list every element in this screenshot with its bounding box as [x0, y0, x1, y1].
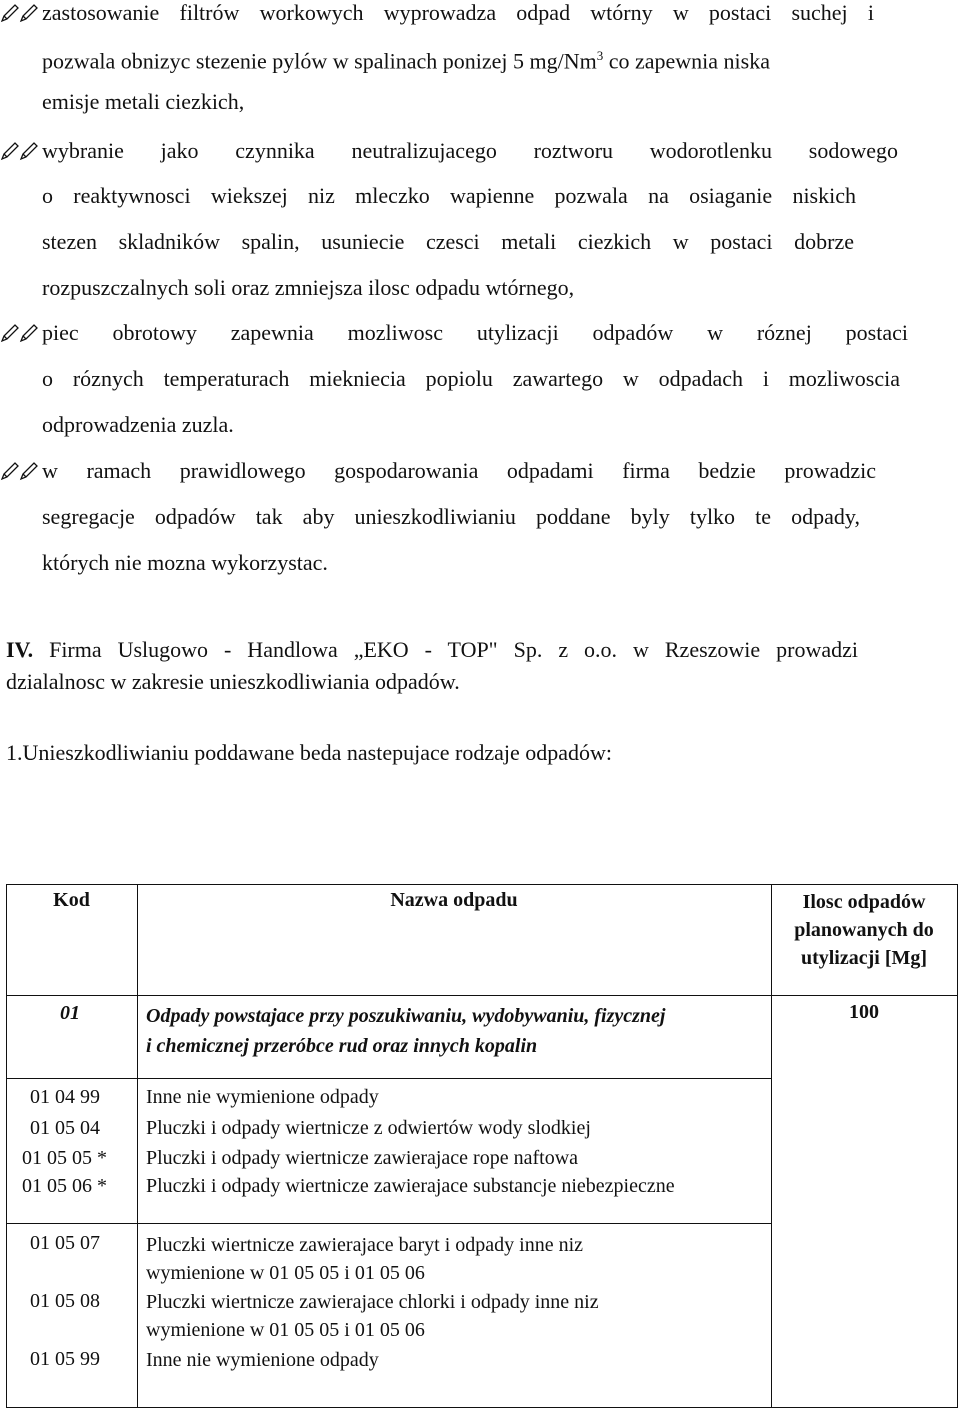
bullet-line: których nie mozna wykorzystac. [42, 550, 328, 575]
group-code: 01 [60, 1002, 80, 1024]
bullet-line: zastosowanie filtrów workowych wyprowadza odpad wtórny w postaci suchej i [42, 0, 874, 25]
row-name: Pluczki i odpady wiertnicze zawierajace substancje niebezpieczne [146, 1175, 675, 1197]
bullet-line: o róznych temperaturach miekniecia popiolu zawartego w odpadach i mozliwoscia [42, 366, 900, 391]
waste-table [6, 884, 958, 1409]
double-pencil-bullet-icon [0, 2, 40, 24]
section-number: IV. [6, 637, 34, 662]
row-name: Inne nie wymienione odpady [146, 1349, 379, 1371]
bullet-line: o reaktywnosci wiekszej niz mleczko wapienne pozwala na osiaganie niskich [42, 183, 856, 208]
row-name: Pluczki wiertnicze zawierajace chlorki i odpady inne niz wymienione w 01 05 05 i 01 05 06 [146, 1291, 599, 1341]
double-pencil-bullet-icon [0, 460, 40, 482]
double-pencil-bullet-icon [0, 322, 40, 344]
group-quantity: 100 [849, 1001, 879, 1023]
section-heading-line: IV. Firma Uslugowo - Handlowa „EKO - TOP" Sp. z o.o. w Rzeszowie prowadzi [6, 637, 858, 662]
row-name: Inne nie wymienione odpady [146, 1086, 379, 1108]
header-name: Nazwa odpadu [390, 889, 518, 911]
row-name: Pluczki i odpady wiertnicze z odwiertów wody slodkiej [146, 1117, 591, 1139]
section-heading-line: dzialalnosc w zakresie unieszkodliwiania odpadów. [6, 669, 460, 694]
bullet-line: segregacje odpadów tak aby unieszkodliwianiu poddane byly tylko te odpady, [42, 504, 860, 529]
bullet-line: piec obrotowy zapewnia mozliwosc utylizacji odpadów w róznej postaci [42, 320, 908, 345]
header-quantity: Ilosc odpadów planowanych do utylizacji [Mg] [794, 891, 934, 969]
row-name: Pluczki wiertnicze zawierajace baryt i odpady inne niz wymienione w 01 05 05 i 01 05 06 [146, 1234, 584, 1284]
bullet-line: stezen skladników spalin, usuniecie czesci metali ciezkich w postaci dobrze [42, 229, 854, 254]
section-heading [6, 634, 858, 698]
bullet-line: odprowadzenia zuzla. [42, 412, 234, 437]
row-name: Pluczki i odpady wiertnicze zawierajace rope naftowa [146, 1147, 579, 1169]
row-code: 01 05 99 [30, 1348, 100, 1370]
bullet-line: wybranie jako czynnika neutralizujacego roztworu wodorotlenku sodowego [42, 138, 898, 163]
row-code: 01 05 04 [30, 1117, 100, 1139]
row-code: 01 05 07 [30, 1232, 100, 1254]
row-code: 01 05 06 * [22, 1175, 107, 1197]
row-code: 01 04 99 [30, 1086, 100, 1108]
bullet-line: rozpuszczalnych soli oraz zmniejsza ilosc odpadu wtórnego, [42, 275, 575, 300]
bullet-line: w ramach prawidlowego gospodarowania odpadami firma bedzie prowadzic [42, 458, 876, 483]
bullet-line: pozwala obnizyc stezenie pylów w spalinach ponizej 5 mg/Nm$^3$ co zapewnia niska [42, 48, 770, 74]
row-code: 01 05 05 * [22, 1147, 107, 1169]
header-code: Kod [53, 889, 90, 911]
double-pencil-bullet-icon [0, 140, 40, 162]
subheading: 1.Unieszkodliwianiu poddawane beda nastepujace rodzaje odpadów: [6, 740, 613, 765]
group-name: Odpady powstajace przy poszukiwaniu, wydobywaniu, fizycznej i chemicznej przeróbce rud oraz innych kopalin [146, 1005, 666, 1057]
row-code: 01 05 08 [30, 1290, 100, 1312]
bullet-line: emisje metali ciezkich, [42, 89, 245, 114]
